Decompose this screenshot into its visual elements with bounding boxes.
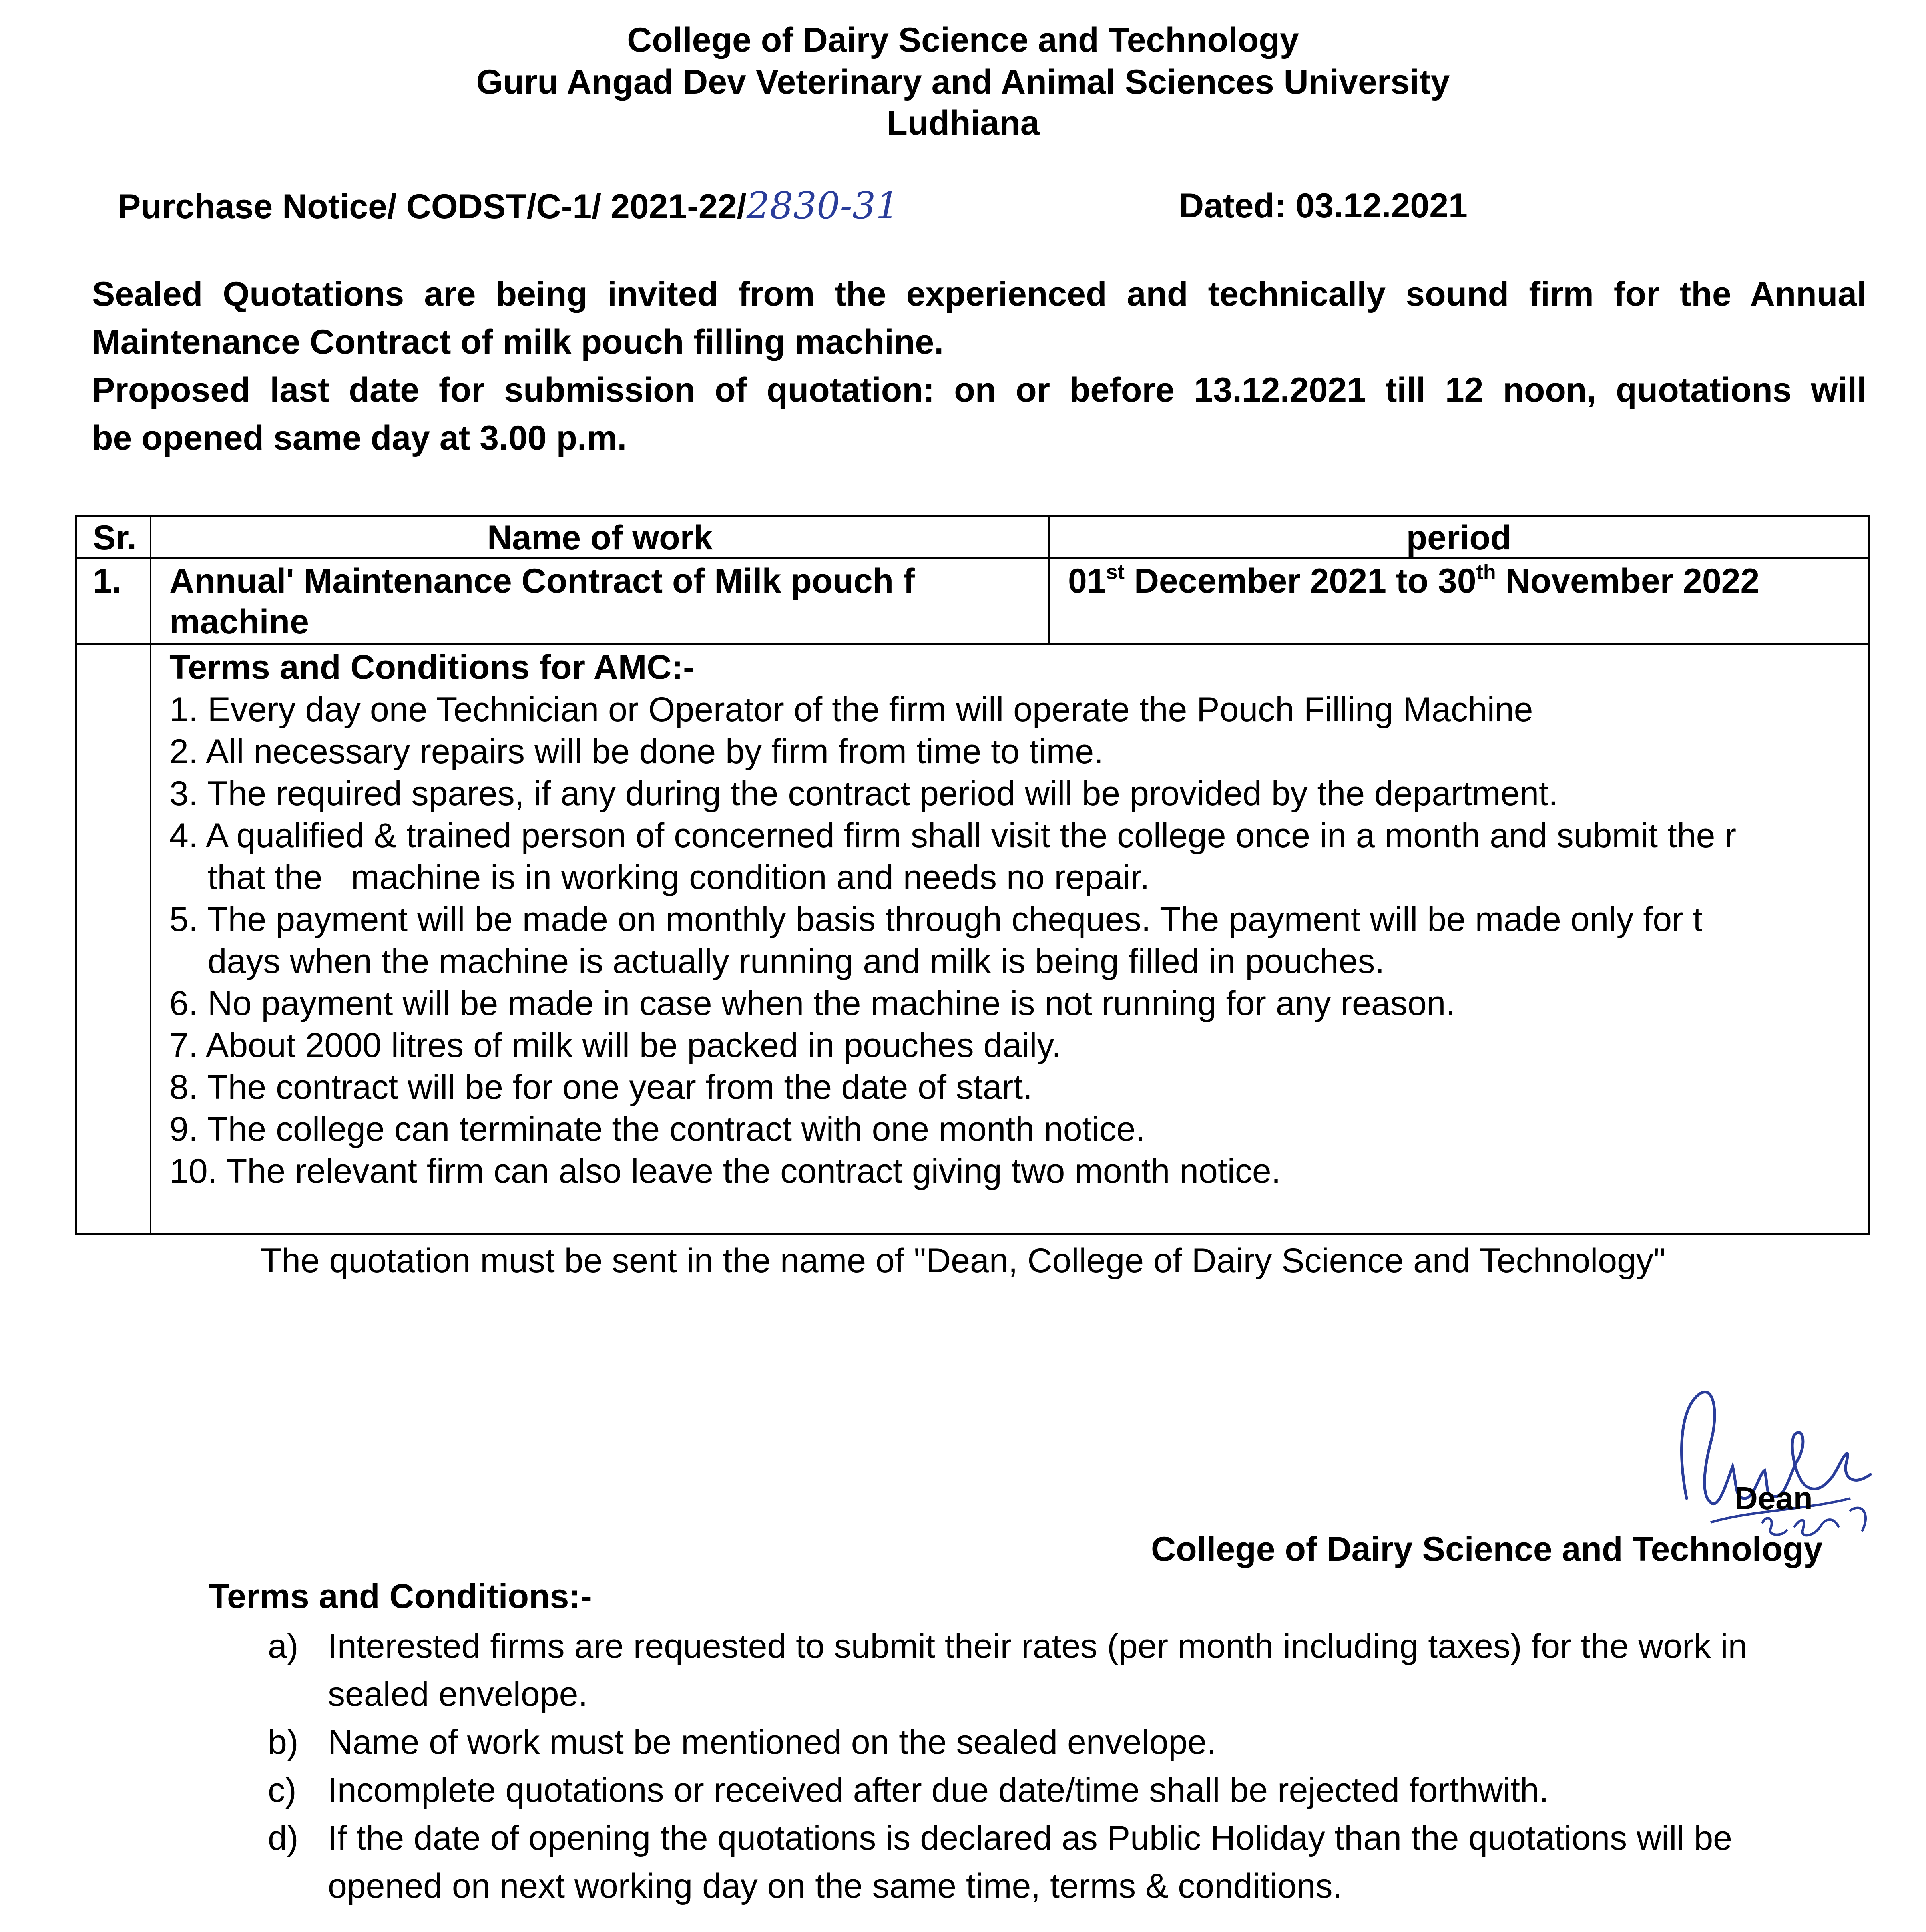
amc-terms-title: Terms and Conditions for AMC:- [169,648,695,686]
table-col-divider-sr [150,517,151,1233]
lower-term-b-line1: Name of work must be mentioned on the sealed envelope. [328,1723,1216,1761]
lower-term-a-line1: Interested firms are requested to submit their rates (per month including taxes) for the work in [328,1627,1747,1665]
notice-ref-text: Purchase Notice/ CODST/C-1/ 2021-22/ [118,187,747,226]
amc-condition-10: 10. The relevant firm can also leave the contract giving two month notice. [169,1152,1281,1190]
amc-condition-3: 3. The required spares, if any during the contract period will be provided by the department. [169,774,1558,813]
intro-line-3: Proposed last date for submission of quotation: on or before 13.12.2021 till 12 noon, quotations will [92,371,1866,409]
intro-line-1: Sealed Quotations are being invited from the experienced and technically sound firm for the Annual [92,275,1866,313]
lower-term-d-line1: If the date of opening the quotations is declared as Public Holiday than the quotations will be [328,1819,1732,1857]
table-header-name: Name of work [487,519,713,557]
intro-line-4: be opened same day at 3.00 p.m. [92,419,627,457]
header-college: College of Dairy Science and Technology [627,21,1299,59]
table-row1-sr: 1. [93,562,121,600]
work-table [75,515,1870,1235]
notice-ref-handwritten: 2830-31 [746,184,899,227]
table-header-sr: Sr. [93,519,137,557]
amc-condition-5-cont: days when the machine is actually running and milk is being filled in pouches. [169,942,1385,981]
lower-term-a-line2: sealed envelope. [328,1675,588,1713]
table-row1-period: 01st December 2021 to 30th November 2022 [1068,561,1760,600]
table-row-divider [77,643,1868,645]
signatory-org: College of Dairy Science and Technology [1151,1530,1823,1568]
signatory-title: Dean [1735,1480,1813,1516]
lower-term-d-label: d) [268,1819,299,1857]
table-row1-name-line1: Annual' Maintenance Contract of Milk pouch f [169,562,915,600]
header-university: Guru Angad Dev Veterinary and Animal Sciences University [476,63,1450,101]
amc-condition-9: 9. The college can terminate the contract with one month notice. [169,1110,1145,1148]
amc-condition-1: 1. Every day one Technician or Operator of the firm will operate the Pouch Filling Machine [169,690,1533,729]
lower-term-d-line2: opened on next working day on the same time, terms & conditions. [328,1867,1342,1905]
notice-date: Dated: 03.12.2021 [1179,187,1468,225]
amc-condition-7: 7. About 2000 litres of milk will be packed in pouches daily. [169,1026,1061,1064]
lower-term-c-label: c) [268,1771,297,1809]
amc-condition-5: 5. The payment will be made on monthly basis through cheques. The payment will be made only for t [169,900,1703,939]
lower-terms-title: Terms and Conditions:- [209,1577,592,1616]
table-row1-name-line2: machine [169,603,309,641]
table-header-period: period [1406,519,1512,557]
amc-condition-4-cont: that the machine is in working condition and needs no repair. [169,858,1150,897]
amc-condition-6: 6. No payment will be made in case when the machine is not running for any reason. [169,984,1456,1023]
amc-condition-4: 4. A qualified & trained person of concerned firm shall visit the college once in a month and submit the r [169,816,1737,855]
lower-term-b-label: b) [268,1723,299,1761]
lower-term-c-line1: Incomplete quotations or received after due date/time shall be rejected forthwith. [328,1771,1549,1809]
lower-term-a-label: a) [268,1627,299,1665]
amc-condition-8: 8. The contract will be for one year from the date of start. [169,1068,1033,1106]
header-city: Ludhiana [886,104,1040,142]
notice-ref [118,184,899,229]
quotation-note: The quotation must be sent in the name of "Dean, College of Dairy Science and Technology" [260,1242,1666,1280]
intro-line-2: Maintenance Contract of milk pouch filling machine. [92,323,944,361]
amc-condition-2: 2. All necessary repairs will be done by firm from time to time. [169,732,1104,771]
